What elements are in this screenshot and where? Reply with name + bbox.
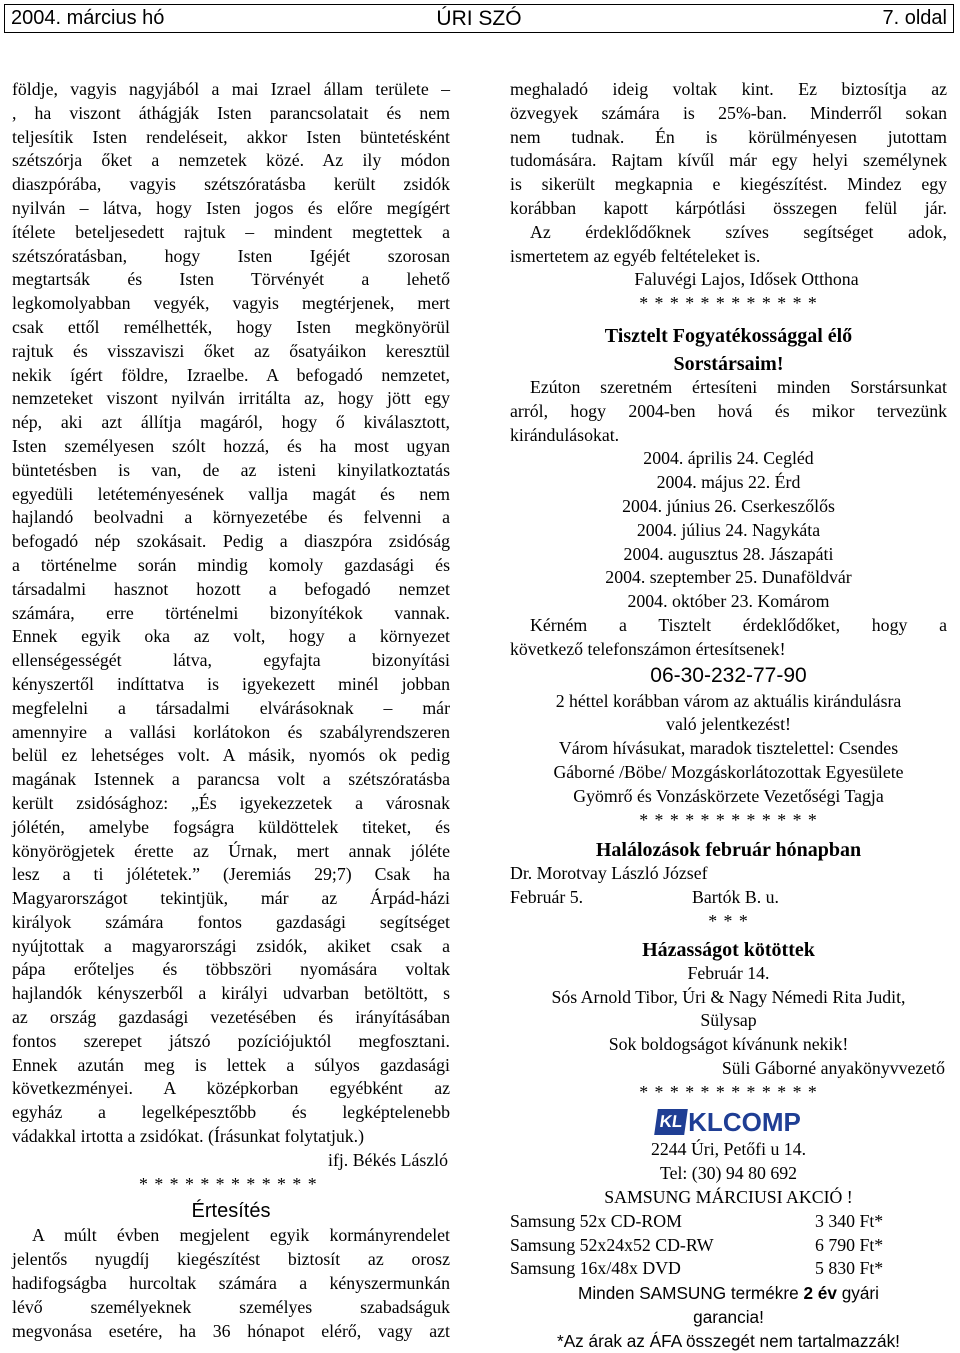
text-line: 2004. szeptember 25. Dunaföldvár xyxy=(605,567,852,588)
deaths-title: Halálozások február hónapban xyxy=(595,839,862,862)
text-line: is sikerült megkapnia e kiegészítést. Mindez egy xyxy=(510,174,947,195)
text-line: Sülysap xyxy=(700,1010,757,1031)
text-line: 2004. július 24. Nagykáta xyxy=(636,519,821,540)
text-line: Magyarországot tekintjük, már az Árpád-házi xyxy=(12,888,450,909)
separator-stars: * * * * * * * * * * * * xyxy=(639,1081,818,1102)
text-line: megtartsák és Isten Törvényét a lehető xyxy=(12,269,450,290)
greeting-body xyxy=(510,376,947,447)
text-line: ítélete beteljesedett rajtuk – mindent megtettek a xyxy=(12,221,450,242)
text-line: Sós Arnold Tibor, Úri & Nagy Némedi Rita Judit, xyxy=(551,986,906,1007)
text-line: társadalmi hasznot hozott a befogadó nemzet xyxy=(12,578,450,599)
text-line: büntetésben is van, de az isteni kinyilatkoztatás xyxy=(12,459,450,480)
text-line: földje, vagyis nagyjából a mai Izrael állam területe – xyxy=(12,79,450,99)
text-line: lesz a ti jólétetek.” (Jeremiás 29;7) Csak ha xyxy=(12,864,450,885)
greeting-title: Tisztelt Fogyatékossággal élő xyxy=(604,324,853,347)
klcomp-logo xyxy=(510,1106,947,1138)
text-line: csak ettől remélhették, hogy Isten megkönyörül xyxy=(12,316,450,337)
marriage-title: Házasságot kötöttek xyxy=(642,938,815,961)
death-details xyxy=(510,886,947,910)
marriage-date: Február 14. xyxy=(687,962,770,983)
text-line: a történelme során mindig komoly gazdasági és xyxy=(12,554,450,575)
promo-title: SAMSUNG MÁRCIUSI AKCIÓ ! xyxy=(604,1187,853,1208)
text-line: nem tudnak. Én is körülményesen jutottam xyxy=(510,126,947,147)
text-line: amennyire a vallási korlátokon és szabályrendszeren xyxy=(12,721,450,742)
vat-note: *Az árak az ÁFA összegét nem tartalmazzák! xyxy=(557,1331,900,1352)
text-line: diaszpórába, vagyis szétszóratásba került zsidók xyxy=(12,174,450,195)
shop-address: 2244 Úri, Petőfi u 14. xyxy=(650,1139,807,1160)
logo-text: KLCOMP xyxy=(688,1106,801,1137)
text-line: megfelelni a társadalmi elvárásoknak – már xyxy=(12,697,450,718)
text-line: következményei. A középkorban egyébként az xyxy=(12,1078,450,1099)
text-line: kirándulásokat. xyxy=(510,424,620,445)
text-line: egyedüli letéteményesének vallja magát és nem xyxy=(12,483,450,504)
text-line: lévő személyeknek személyes szabadságuk xyxy=(12,1296,450,1317)
text-line: számára, erre történelmi bizonyítékok vannak. xyxy=(12,602,450,623)
continued-author: Faluvégi Lajos, Idősek Otthona xyxy=(634,269,859,290)
text-line: 2004. május 22. Érd xyxy=(656,472,801,493)
text-line: özvegyek számára is 25%-ban. Minderről sokan xyxy=(510,102,947,123)
text-line: Kérném a Tisztelt érdeklődőket, hogy a xyxy=(530,614,947,635)
issue-date: 2004. március hó xyxy=(11,7,165,29)
text-line: nyújtottak a magyarországi zsidók, akiket csak a xyxy=(12,935,450,956)
contact-request xyxy=(510,614,947,662)
text-line: megvonása esetére, ha 36 hónapot elérő, vagy azt xyxy=(12,1320,450,1341)
text-line: , ha viszont áthágják Isten parancsolatait és nem xyxy=(12,102,450,123)
product-name: Samsung 52x24x52 CD-RW xyxy=(510,1234,714,1255)
text-line: Ennek egyik oka az volt, hogy a környezet xyxy=(12,626,450,647)
text-line: 2004. október 23. Komárom xyxy=(627,591,830,612)
death-address: Bartók B. u. xyxy=(692,887,779,908)
text-line: belül ez lehetséges volt. A másik, nyomós ok pedig xyxy=(12,745,450,766)
greeting-subtitle: Sorstársaim! xyxy=(673,352,784,375)
price-row xyxy=(510,1257,947,1281)
shop-phone: Tel: (30) 94 80 692 xyxy=(659,1163,798,1184)
page-number: 7. oldal xyxy=(882,7,947,29)
text-line: szétszóratásban, hogy Isten Igéjét szorosan xyxy=(12,245,450,266)
text-line: ellenségességét látva, egyfajta bizonyítási xyxy=(12,650,450,671)
text-line: ismertetem az egyéb feltételeket is. xyxy=(510,245,761,266)
text-line: 2004. augusztus 28. Jászapáti xyxy=(623,543,834,564)
separator-stars: * * * * * * * * * * * * xyxy=(139,1173,318,1194)
text-line: Gáborné /Böbe/ Mozgáskorlátozottak Egyesülete xyxy=(553,761,904,782)
text-line: hajlandók kényszerből a királyi udvarban betöltött, s xyxy=(12,983,450,1004)
separator-stars: * * * * * * * * * * * * xyxy=(639,293,818,314)
warranty-years: 2 év xyxy=(803,1283,837,1304)
text-line: teljesítik Isten rendeléseit, akkor Isten büntetésként xyxy=(12,126,450,147)
text-line: rajtuk és visszaviszi őket az ősatyáikon keresztül xyxy=(12,340,450,361)
text-line: legkomolyabban vegyék, vagyis megtérjenek, mert xyxy=(12,293,450,314)
text-line: került zsidósághoz: „És igyekezzetek a városnak xyxy=(12,792,450,813)
trip-list xyxy=(510,447,947,614)
price-row xyxy=(510,1210,947,1234)
text-line: 2004. április 24. Cegléd xyxy=(643,448,814,469)
text-line: Sok boldogságot kívánunk nekik! xyxy=(608,1034,849,1055)
newspaper-title: ÚRI SZÓ xyxy=(436,7,522,30)
marriage-body xyxy=(510,986,947,1057)
text-line: nyilván – látva, hogy Isten jogos és előre megígért xyxy=(12,197,450,218)
product-price: 5 830 Ft* xyxy=(815,1258,884,1279)
text-line: Ezúton szeretném értesíteni minden Sorstársunkat xyxy=(530,376,947,397)
article-author: ifj. Békés László xyxy=(328,1149,448,1170)
separator-small-stars: * * * xyxy=(708,910,749,931)
notice-title: Értesítés xyxy=(191,1200,271,1223)
text-line: Gyömrő és Vonzáskörzete Vezetőségi Tagja xyxy=(573,785,884,806)
text-line: Ennek azután meg is lettek a súlyos gazdasági xyxy=(12,1054,450,1075)
continued-text xyxy=(510,78,947,268)
text-line: tudomására. Rajtam kívűl már egy helyi személynek xyxy=(510,150,947,171)
page-header xyxy=(4,4,954,33)
price-row xyxy=(510,1234,947,1258)
text-line: Várom hívásukat, maradok tisztelettel: Csendes xyxy=(558,738,899,759)
death-name: Dr. Morotvay László József xyxy=(510,863,708,884)
text-line: nekik ígért földre, Izraelbe. A befogadó nemzetet, xyxy=(12,364,450,385)
text-line: való jelentkezést! xyxy=(666,714,791,735)
text-line: korábban kapott kárpótlási összegen felül jár. xyxy=(510,197,947,218)
text-line: A múlt évben megjelent egyik kormányrendelet xyxy=(32,1225,450,1246)
text-line: Isten személyesen szólt hozzá, és ha most ugyan xyxy=(12,435,450,456)
text-line: királyok számára fontos gazdasági segítséget xyxy=(12,911,450,932)
text-line: 2004. június 26. Cserkeszőlős xyxy=(622,495,835,516)
text-line: befogadó nép szokásait. Pedig a diaszpóra zsidóság xyxy=(12,531,450,552)
text-line: könyörögjetek érette az Úrnak, mert annak jóléte xyxy=(12,840,450,861)
signature-block xyxy=(510,690,947,809)
text-line: Az érdeklődőknek szíves segítséget adok, xyxy=(530,221,947,242)
logo-mark: KL xyxy=(654,1109,688,1135)
text-line: az ország gazdasági vezetésében és irányításában xyxy=(12,1007,450,1028)
warranty-line xyxy=(510,1281,947,1305)
right-column xyxy=(510,78,947,1353)
text-line: nemzeteket viszont nyilván irritálta az, hogy jött egy xyxy=(12,388,450,409)
warranty-text: Minden SAMSUNG termékre xyxy=(578,1283,804,1304)
product-name: Samsung 16x/48x DVD xyxy=(510,1258,681,1279)
text-line: fontos szerepet játszó pozíciójuktól megfosztani. xyxy=(12,1030,450,1051)
left-column xyxy=(12,78,450,1343)
text-line: meghaladó ideig voltak kint. Ez biztosítja az xyxy=(510,79,947,99)
text-line: egyház a legelképesztőbb és legképtelenebb xyxy=(12,1102,450,1123)
notice-body xyxy=(12,1224,450,1343)
text-line: jólétén, amelybe fogságra küldöttelek titeket, és xyxy=(12,816,450,837)
death-date: Február 5. xyxy=(510,887,584,908)
text-line: vádakkal irtotta a zsidókat. (Írásunkat folytatjuk.) xyxy=(12,1126,365,1147)
registrar: Süli Gáborné anyakönyvvezető xyxy=(721,1057,945,1078)
phone-number: 06-30-232-77-90 xyxy=(650,663,807,687)
text-line: kényszertől indíttatva is igyekezett minél jobban xyxy=(12,673,450,694)
text-line: pápa erőteljes és többszöri nyomására voltak xyxy=(12,959,450,980)
product-price: 3 340 Ft* xyxy=(815,1210,884,1231)
text-line: arról, hogy 2004-ben hová és mikor tervezünk xyxy=(510,400,947,421)
text-line: jelentős nyugdíj kiegészítést biztosít az orosz xyxy=(12,1249,450,1270)
text-line: hajlandó beolvadni a környezetébe és felvenni a xyxy=(12,507,450,528)
article-body xyxy=(12,78,450,1149)
product-price: 6 790 Ft* xyxy=(815,1234,884,1255)
warranty-line-2: garancia! xyxy=(693,1307,764,1328)
warranty-text-2: gyári xyxy=(836,1283,879,1304)
text-line: következő telefonszámon értesítsenek! xyxy=(510,638,786,659)
product-name: Samsung 52x CD-ROM xyxy=(510,1210,682,1231)
price-list xyxy=(510,1210,947,1281)
text-line: 2 héttel korábban várom az aktuális kirándulásra xyxy=(555,690,902,711)
text-line: nép, aki azt állítja magáról, hogy ő kiválasztott, xyxy=(12,412,450,433)
text-line: szétszórja őket a nemzetek közé. Az ily módon xyxy=(12,150,450,171)
separator-stars: * * * * * * * * * * * * xyxy=(639,809,818,830)
text-line: hadifogságba hurcoltak számára a kényszermunkán xyxy=(12,1273,450,1294)
text-line: magának Istennek a parancsa volt a szétszóratásba xyxy=(12,769,450,790)
